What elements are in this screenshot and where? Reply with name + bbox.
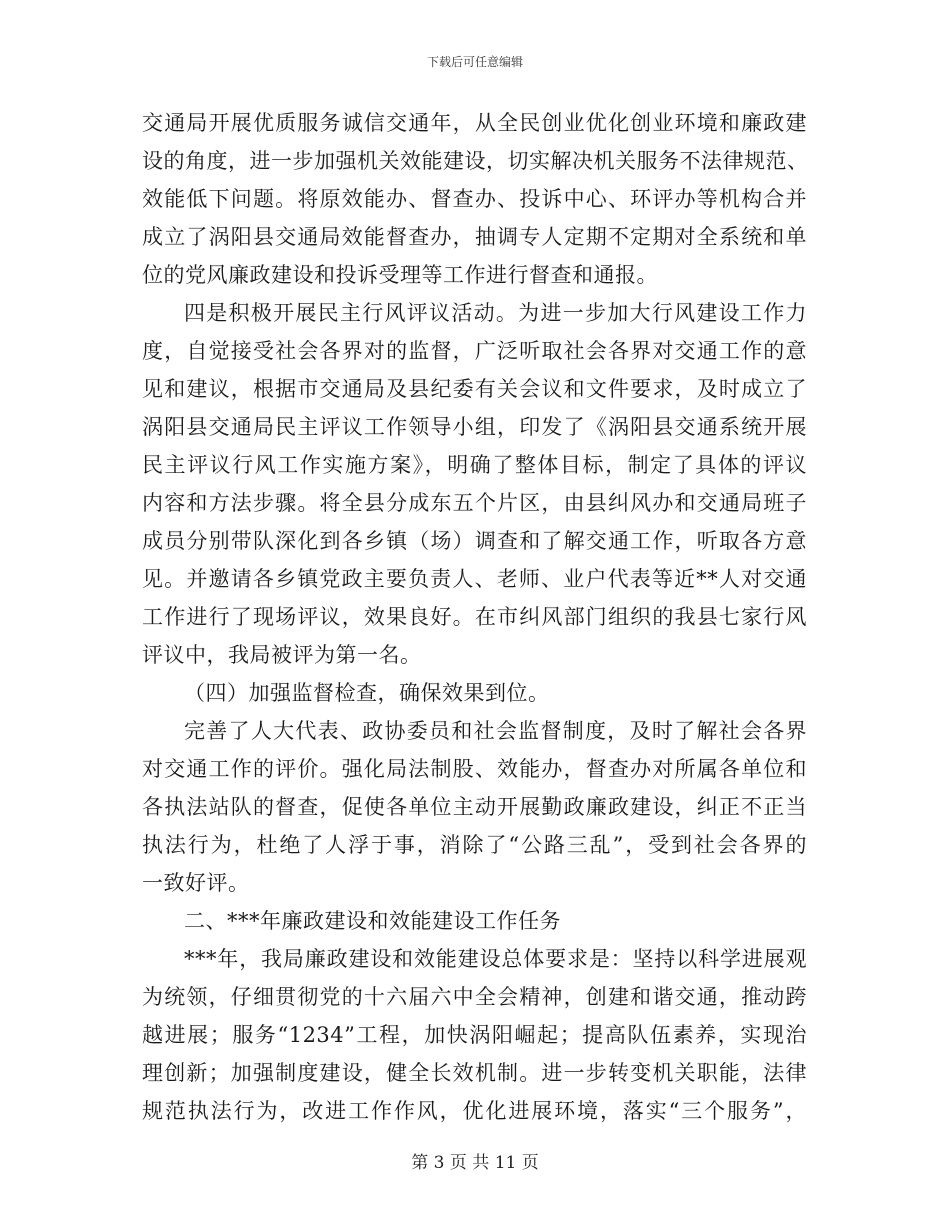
text-line: 越进展；服务“1234”工程，加快涡阳崛起；提高队伍素养，实现治 xyxy=(142,1023,807,1047)
text-line: 执法行为，杜绝了人浮于事，消除了“公路三乱”，受到社会各界的 xyxy=(142,833,807,857)
text-line: 完善了人大代表、政协委员和社会监督制度，及时了解社会各界 xyxy=(184,719,807,743)
page-number: 第 3 页 共 11 页 xyxy=(411,1153,539,1173)
text-line: 涡阳县交通局民主评议工作领导小组，印发了《涡阳县交通系统开展 xyxy=(142,415,807,439)
text-line: 效能低下问题。将原效能办、督查办、投诉中心、环评办等机构合并 xyxy=(142,187,807,211)
text-line: 一致好评。 xyxy=(142,871,250,895)
section-heading: 二、***年廉政建设和效能建设工作任务 xyxy=(184,909,561,933)
text-line: 为统领，仔细贯彻党的十六届六中全会精神，创建和谐交通，推动跨 xyxy=(142,985,807,1009)
text-line: 各执法站队的督查，促使各单位主动开展勤政廉政建设，纠正不正当 xyxy=(142,795,807,819)
text-line: 成员分别带队深化到各乡镇（场）调查和了解交通工作，听取各方意 xyxy=(142,529,807,553)
text-line: 规范执法行为，改进工作作风，优化进展环境，落实“三个服务”， xyxy=(142,1099,807,1123)
text-line: 交通局开展优质服务诚信交通年，从全民创业优化创业环境和廉政建 xyxy=(142,111,807,135)
text-line: ***年，我局廉政建设和效能建设总体要求是：坚持以科学进展观 xyxy=(184,947,807,971)
text-line: 内容和方法步骤。将全县分成东五个片区，由县纠风办和交通局班子 xyxy=(142,491,807,515)
document-body xyxy=(142,104,807,1130)
text-line: 对交通工作的评价。强化局法制股、效能办，督查办对所属各单位和 xyxy=(142,757,807,781)
page-header: 下载后可任意编辑 xyxy=(426,55,523,69)
text-line: 见。并邀请各乡镇党政主要负责人、老师、业户代表等近**人对交通 xyxy=(142,567,807,591)
text-line: 设的角度，进一步加强机关效能建设，切实解决机关服务不法律规范、 xyxy=(142,149,809,173)
text-line: 位的党风廉政建设和投诉受理等工作进行督查和通报。 xyxy=(142,263,658,287)
text-line: 民主评议行风工作实施方案》，明确了整体目标，制定了具体的评议 xyxy=(142,453,807,477)
text-line: 评议中，我局被评为第一名。 xyxy=(142,643,422,667)
text-line: 度，自觉接受社会各界对的监督，广泛听取社会各界对交通工作的意 xyxy=(142,339,807,363)
text-line: 见和建议，根据市交通局及县纪委有关会议和文件要求，及时成立了 xyxy=(142,377,807,401)
section-heading: （四）加强监督检查，确保效果到位。 xyxy=(184,681,550,705)
text-line: 成立了涡阳县交通局效能督查办，抽调专人定期不定期对全系统和单 xyxy=(142,225,807,249)
text-line: 理创新；加强制度建设，健全长效机制。进一步转变机关职能，法律 xyxy=(142,1061,807,1085)
text-line: 四是积极开展民主行风评议活动。为进一步加大行风建设工作力 xyxy=(184,301,807,325)
text-line: 工作进行了现场评议，效果良好。在市纠风部门组织的我县七家行风 xyxy=(142,605,807,629)
